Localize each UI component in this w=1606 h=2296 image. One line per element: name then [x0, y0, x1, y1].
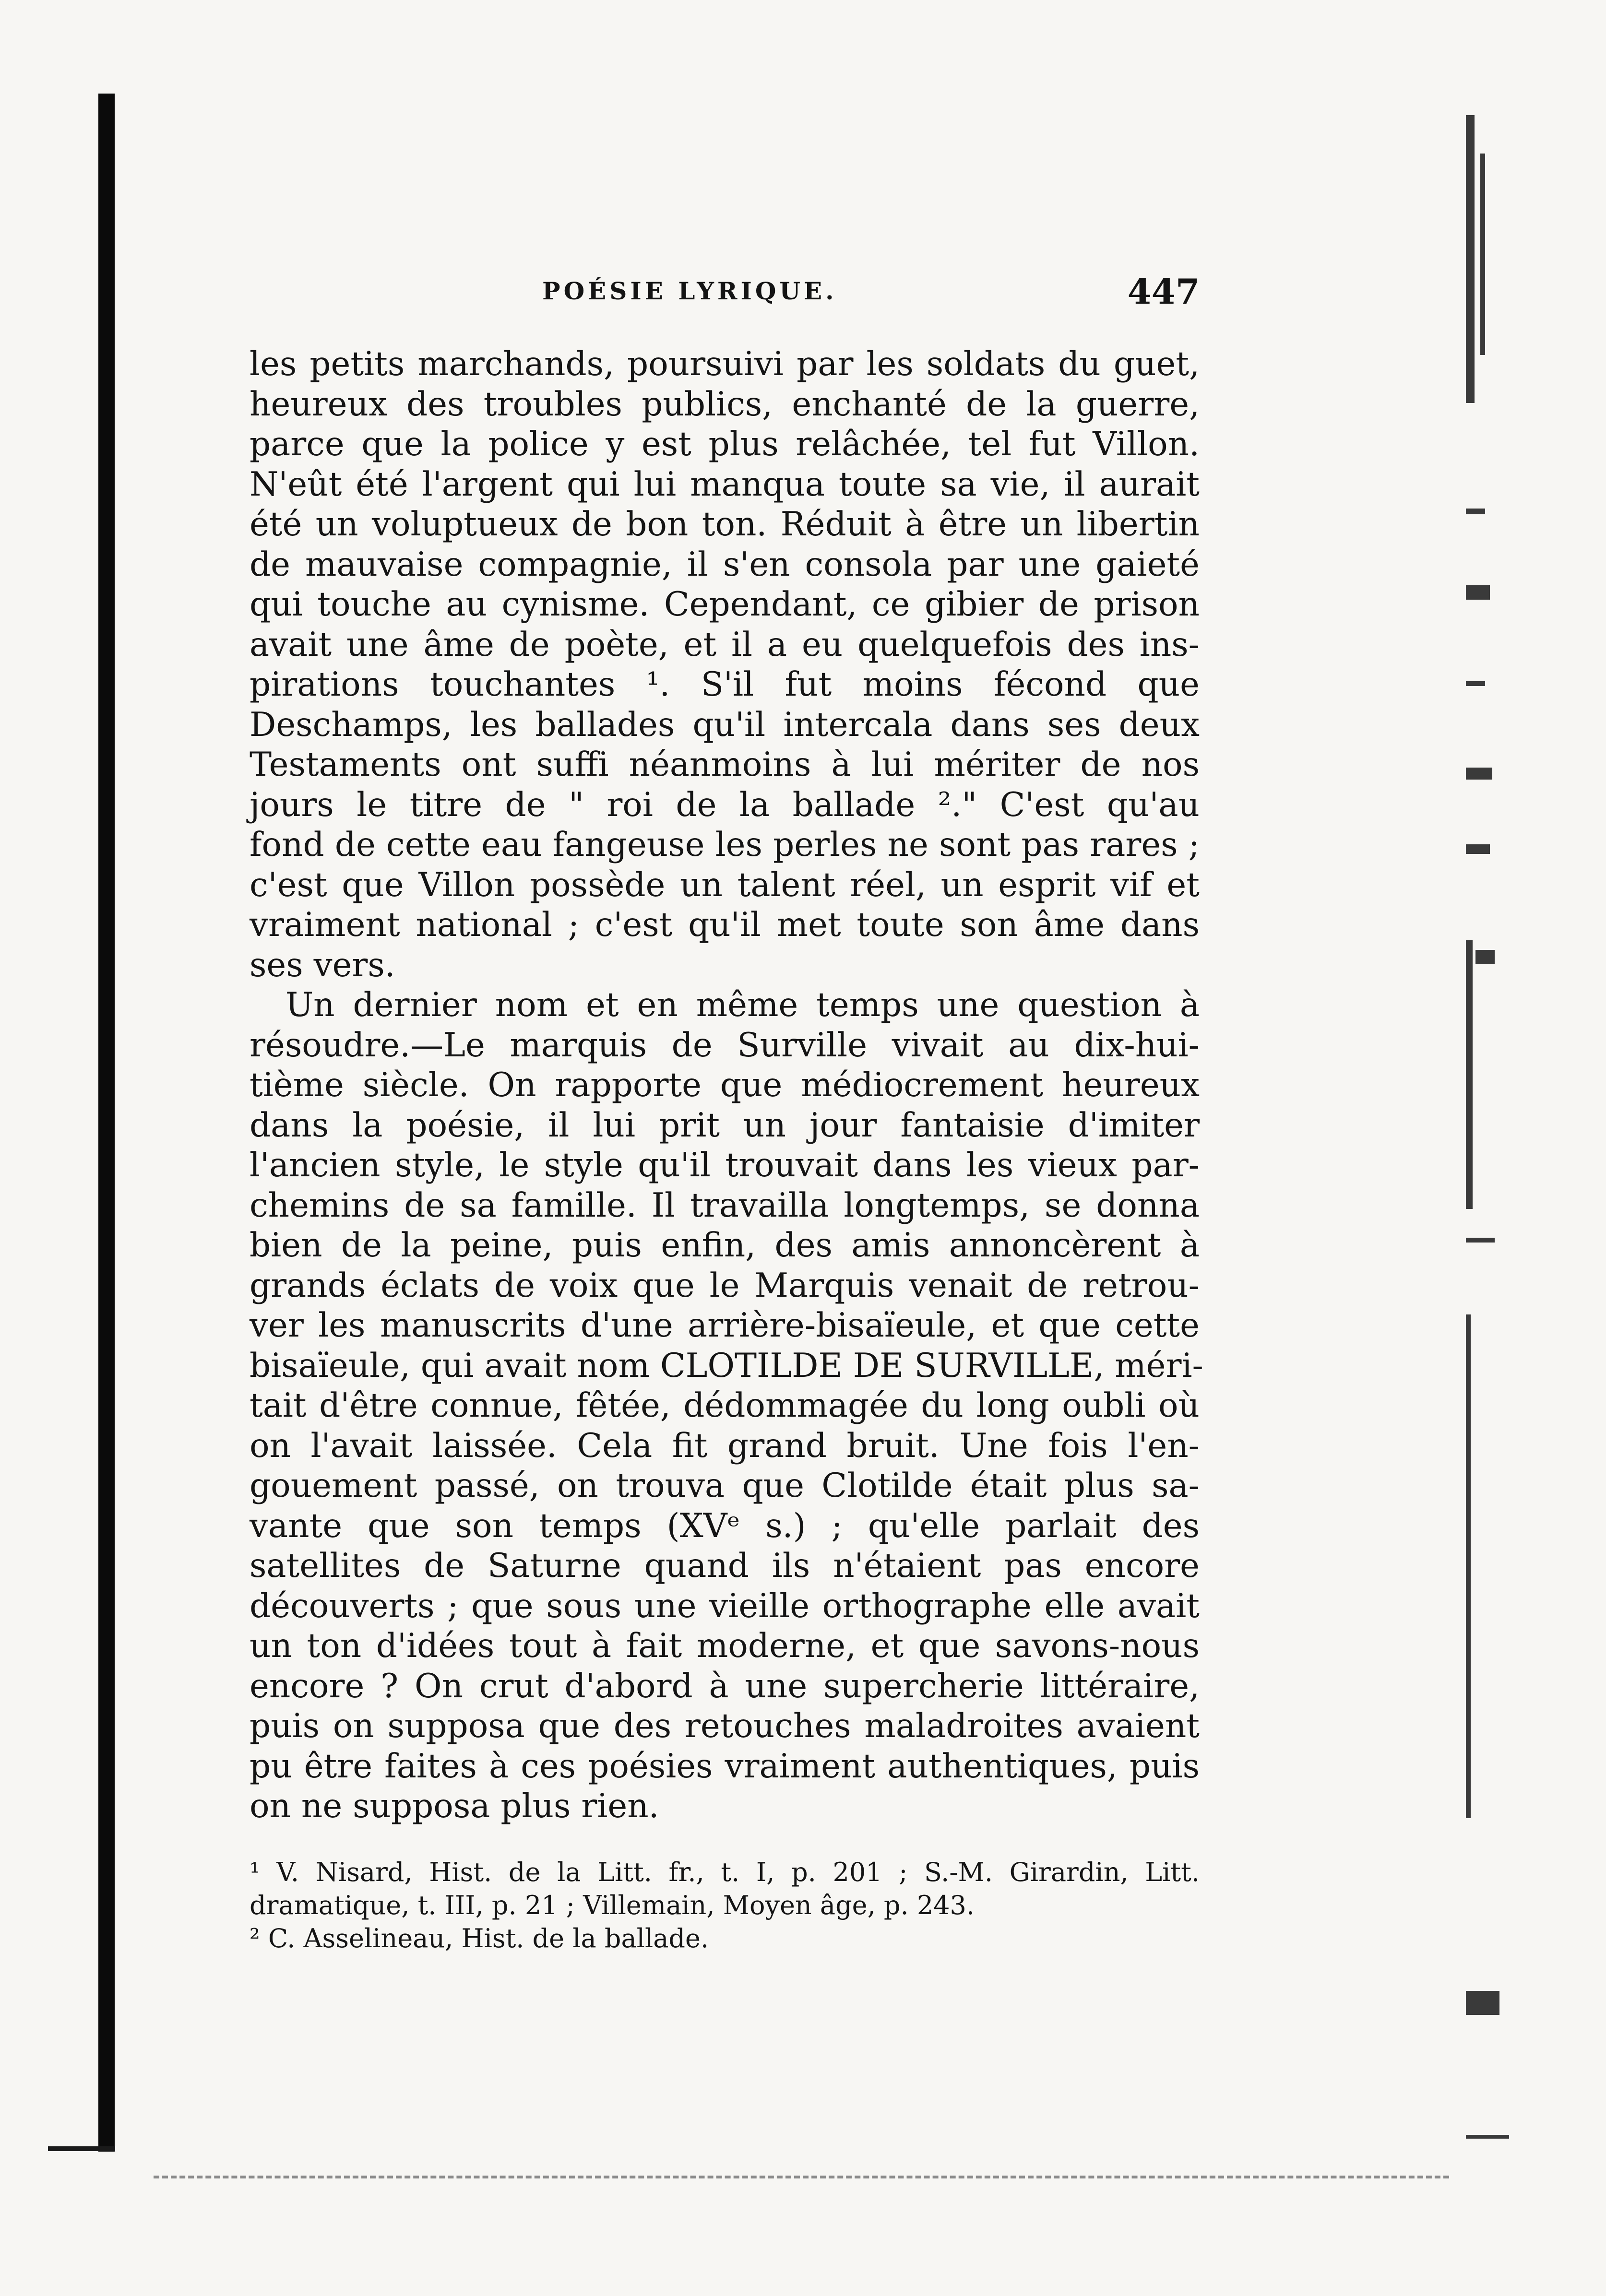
text-line: dans la poésie, il lui prit un jour fantaisie d'imiter [250, 1106, 1200, 1145]
text-line: bien de la peine, puis enfin, des amis annoncèrent à [250, 1226, 1200, 1265]
text-line: puis on supposa que des retouches maladroites avaient [250, 1707, 1200, 1745]
footnote-2: ² C. Asselineau, Hist. de la ballade. [250, 1923, 709, 1953]
text-line: c'est que Villon possède un talent réel, un esprit vif et [250, 865, 1200, 904]
text-line: l'ancien style, le style qu'il trouvait dans les vieux par- [250, 1146, 1200, 1184]
footnotes [250, 1856, 1200, 1955]
text-line: on l'avait laissée. Cela fit grand bruit. Une fois l'en- [250, 1426, 1200, 1465]
running-head [259, 271, 1200, 314]
text-line: découverts ; que sous une vieille orthographe elle avait [250, 1586, 1200, 1625]
footnote-1: ¹ V. Nisard, Hist. de la Litt. fr., t. I, p. 201 ; S.-M. Girardin, Litt. [250, 1857, 1200, 1887]
text-line: fond de cette eau fangeuse les perles ne sont pas rares ; [250, 826, 1200, 864]
text-line: grands éclats de voix que le Marquis venait de retrou- [250, 1266, 1200, 1305]
text-line: résoudre.—Le marquis de Surville vivait au dix-hui- [250, 1026, 1200, 1065]
text-line: Testaments ont suffi néanmoins à lui mériter de nos [250, 746, 1200, 784]
text-line: tième siècle. On rapporte que médiocrement heureux [250, 1066, 1200, 1104]
text-line: pirations touchantes ¹. S'il fut moins fécond que [250, 665, 1200, 704]
text-line: de mauvaise compagnie, il s'en consola par une gaieté [250, 545, 1200, 584]
text-line: qui touche au cynisme. Cependant, ce gibier de prison [250, 585, 1200, 624]
text-line: chemins de sa famille. Il travailla longtemps, se donna [250, 1186, 1200, 1225]
text-line: gouement passé, on trouva que Clotilde était plus sa- [250, 1467, 1200, 1505]
spine-foot-mark [48, 2146, 115, 2151]
text-line: jours le titre de " roi de la ballade ²." C'est qu'au [250, 785, 1200, 824]
book-spine-shadow [98, 94, 115, 2152]
text-line: ver les manuscrits d'une arrière-bisaïeule, et que cette [250, 1306, 1200, 1345]
text-line: Deschamps, les ballades qu'il intercala dans ses deux [250, 705, 1200, 744]
page-number: 447 [1127, 271, 1200, 312]
text-line: avait une âme de poète, et il a eu quelquefois des ins- [250, 625, 1200, 664]
text-line: un ton d'idées tout à fait moderne, et que savons-nous [250, 1627, 1200, 1665]
footnote-1-continued: dramatique, t. III, p. 21 ; Villemain, Moyen âge, p. 243. [250, 1890, 975, 1920]
text-line: on ne supposa plus rien. [250, 1787, 659, 1825]
text-line: N'eût été l'argent qui lui manqua toute sa vie, il aurait [250, 465, 1200, 504]
text-line: vraiment national ; c'est qu'il met toute son âme dans [250, 906, 1200, 944]
text-line: bisaïeule, qui avait nom CLOTILDE DE SURVILLE, méri- [250, 1346, 1203, 1385]
text-line: été un voluptueux de bon ton. Réduit à être un libertin [250, 505, 1200, 544]
text-line: satellites de Saturne quand ils n'étaient pas encore [250, 1547, 1200, 1585]
text-line: encore ? On crut d'abord à une supercherie littéraire, [250, 1667, 1200, 1705]
text-line: pu être faites à ces poésies vraiment authentiques, puis [250, 1747, 1200, 1786]
text-line: vante que son temps (XVᵉ s.) ; qu'elle parlait des [250, 1506, 1200, 1545]
running-head-title: POÉSIE LYRIQUE. [542, 277, 837, 305]
paragraph-start-line: Un dernier nom et en même temps une question à [286, 986, 1200, 1024]
text-line: parce que la police y est plus relâchée, tel fut Villon. [250, 425, 1200, 463]
text-line: tait d'être connue, fêtée, dédommagée du long oubli où [250, 1386, 1200, 1425]
body-text [250, 344, 1203, 1827]
bottom-edge-rule [154, 2176, 1449, 2178]
text-line: ses vers. [250, 946, 395, 984]
page-edge-scan-artifacts [1447, 96, 1504, 2149]
text-line: les petits marchands, poursuivi par les soldats du guet, [250, 345, 1200, 383]
text-line: heureux des troubles publics, enchanté de la guerre, [250, 385, 1200, 424]
